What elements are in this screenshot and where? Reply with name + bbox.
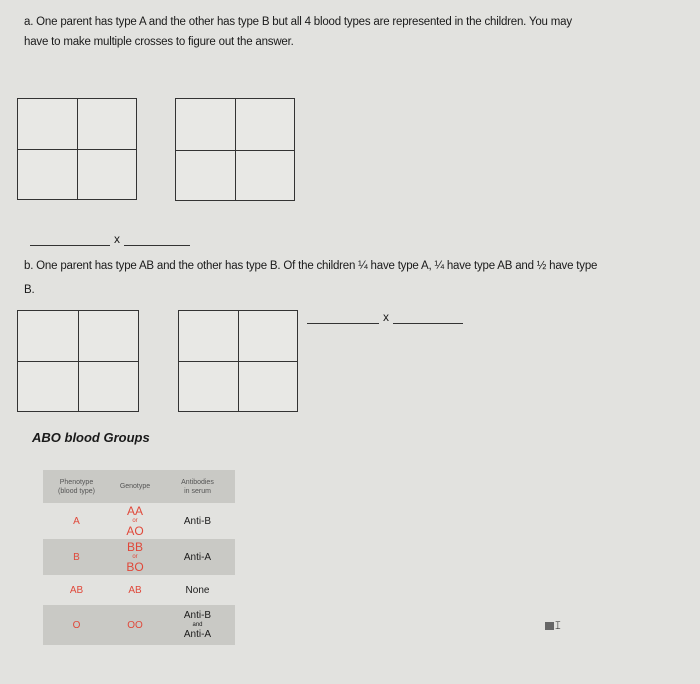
cross-line-a [30,232,190,246]
header-phenotype: Phenotype [59,478,94,486]
table-header [43,470,235,503]
genotype: AA [126,503,143,518]
abo-table [43,470,235,645]
cross-symbol: x [383,310,389,324]
antibodies: None [185,584,210,596]
table-row [43,575,235,605]
header-antibodies-sub: in serum [184,487,211,495]
genotype: AB [128,584,142,596]
or-label: or [132,517,138,524]
genotype: BO [126,559,144,574]
punnett-square-b2 [178,310,298,412]
antibodies: Anti-A [183,551,212,563]
table-title: ABO blood Groups [32,430,150,445]
genotype: AO [126,523,144,538]
cross-line-b [307,310,463,324]
table-row [43,539,235,575]
antibodies: Anti-B [183,515,212,527]
table-row [43,503,235,539]
punnett-square-a1 [17,98,137,200]
cross-symbol: x [114,232,120,246]
punnett-square-b1 [17,310,139,412]
header-genotype: Genotype [119,483,151,490]
punnett-square-a2 [175,98,295,201]
and-label: and [192,621,203,628]
genotype: BB [126,539,143,554]
part-b-line2: B. [24,284,35,296]
text-cursor-icon: 𝙸 [545,620,562,633]
phenotype: AB [69,584,84,596]
genotype: OO [127,619,143,631]
header-antibodies: Antibodies [181,478,214,486]
table-row [43,605,235,645]
antibodies: Anti-B [183,609,212,621]
or-label: or [132,553,138,560]
part-a-line1: a. One parent has type A and the other has type B but all 4 blood types are represented in the children. You may [24,16,572,28]
phenotype: A [73,515,80,527]
phenotype: O [72,619,81,631]
phenotype: B [73,551,80,563]
header-phenotype-sub: (blood type) [58,487,95,495]
part-b-line1: b. One parent has type AB and the other has type B. Of the children ¼ have type A, ¼ have type AB and ½ have type [24,260,598,272]
antibodies: Anti-A [183,628,212,640]
part-a-line2: have to make multiple crosses to figure out the answer. [24,36,294,48]
